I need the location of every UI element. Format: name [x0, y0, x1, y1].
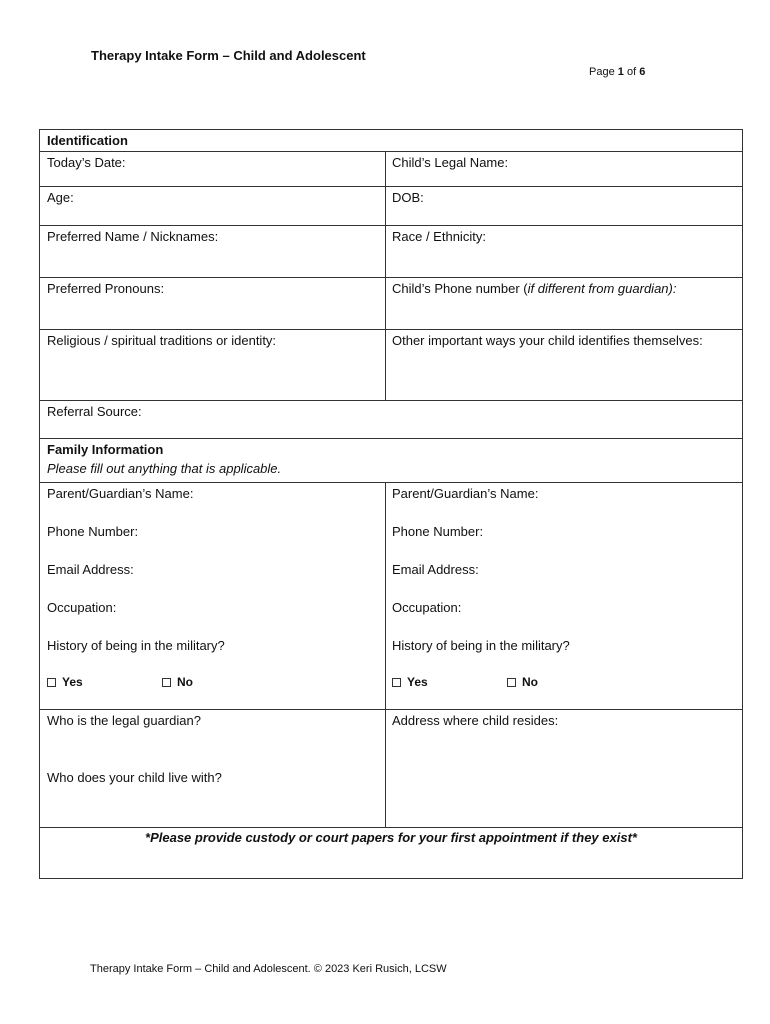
row-divider	[40, 329, 742, 330]
guardian1-name-field[interactable]: Parent/Guardian’s Name:	[47, 486, 194, 501]
pronouns-field[interactable]: Preferred Pronouns:	[47, 281, 165, 296]
page-current: 1	[617, 66, 624, 78]
page-of: of	[626, 66, 637, 78]
column-divider	[385, 482, 386, 827]
guardian1-occupation-field[interactable]: Occupation:	[47, 600, 117, 615]
guardian1-military-no-label: No	[177, 675, 193, 689]
guardian1-military-no-checkbox[interactable]	[162, 678, 171, 687]
intake-form	[39, 129, 743, 879]
column-divider	[385, 151, 386, 400]
page-number	[589, 66, 645, 78]
document-title: Therapy Intake Form – Child and Adolescent	[91, 48, 366, 63]
guardian2-name-field[interactable]: Parent/Guardian’s Name:	[392, 486, 539, 501]
row-divider	[40, 151, 742, 152]
child-phone-field[interactable]	[392, 281, 676, 296]
guardian1-email-field[interactable]: Email Address:	[47, 562, 134, 577]
row-divider	[40, 827, 742, 828]
todays-date-field[interactable]: Today’s Date:	[47, 155, 126, 170]
age-field[interactable]: Age:	[47, 190, 74, 205]
guardian2-email-field[interactable]: Email Address:	[392, 562, 479, 577]
family-heading: Family Information	[47, 442, 164, 457]
row-divider	[40, 225, 742, 226]
guardian2-military-yes-checkbox[interactable]	[392, 678, 401, 687]
referral-source-field[interactable]: Referral Source:	[47, 404, 142, 419]
row-divider	[40, 709, 742, 710]
guardian2-military-yes-label: Yes	[407, 675, 428, 689]
lives-with-field[interactable]: Who does your child live with?	[47, 770, 222, 785]
row-divider	[40, 482, 742, 483]
guardian1-military-question: History of being in the military?	[47, 638, 225, 653]
child-address-field[interactable]: Address where child resides:	[392, 713, 559, 728]
custody-note: *Please provide custody or court papers for your first appointment if they exist*	[145, 830, 637, 845]
dob-field[interactable]: DOB:	[392, 190, 424, 205]
guardian2-occupation-field[interactable]: Occupation:	[392, 600, 462, 615]
page-footer: Therapy Intake Form – Child and Adolescent. © 2023 Keri Rusich, LCSW	[90, 963, 447, 975]
child-phone-label: Child’s Phone number (	[392, 281, 528, 296]
row-divider	[40, 400, 742, 401]
race-ethnicity-field[interactable]: Race / Ethnicity:	[392, 229, 486, 244]
row-divider	[40, 186, 742, 187]
religious-identity-field[interactable]: Religious / spiritual traditions or identity:	[47, 333, 277, 348]
legal-guardian-field[interactable]: Who is the legal guardian?	[47, 713, 201, 728]
guardian1-military-yes-label: Yes	[62, 675, 83, 689]
legal-name-field[interactable]: Child’s Legal Name:	[392, 155, 509, 170]
family-subheading: Please fill out anything that is applicable.	[47, 461, 282, 476]
row-divider	[40, 438, 742, 439]
guardian2-phone-field[interactable]: Phone Number:	[392, 524, 484, 539]
guardian1-military-yes-checkbox[interactable]	[47, 678, 56, 687]
guardian2-military-no-label: No	[522, 675, 538, 689]
page-prefix: Page	[589, 66, 615, 78]
identification-heading: Identification	[47, 133, 128, 148]
page-total: 6	[639, 66, 646, 78]
preferred-name-field[interactable]: Preferred Name / Nicknames:	[47, 229, 219, 244]
guardian1-phone-field[interactable]: Phone Number:	[47, 524, 139, 539]
guardian2-military-question: History of being in the military?	[392, 638, 570, 653]
guardian2-military-no-checkbox[interactable]	[507, 678, 516, 687]
child-phone-note: if different from guardian):	[527, 281, 677, 296]
other-identity-field[interactable]: Other important ways your child identifies themselves:	[392, 333, 703, 348]
row-divider	[40, 277, 742, 278]
